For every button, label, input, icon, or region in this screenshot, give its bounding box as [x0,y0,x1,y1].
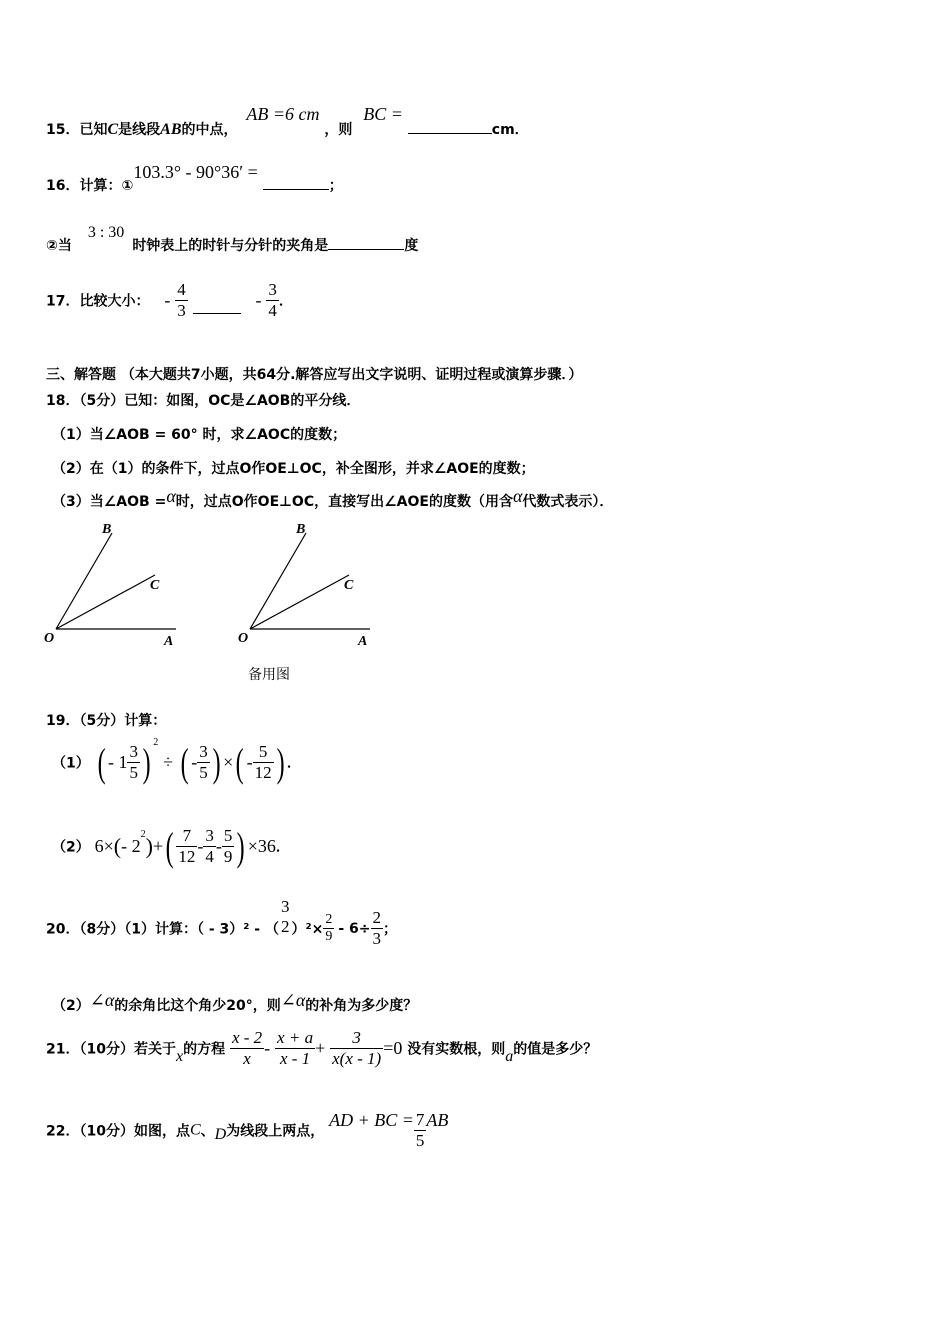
q22-expr-lhs: AD + BC = [329,1110,414,1130]
num: 3 [205,826,214,845]
q22-head: 22．（10分）如图，点 [46,1123,190,1140]
q15-unit: cm． [491,122,529,138]
den: x [243,1049,251,1068]
den: 2 [280,916,290,936]
q21-var-a: a [505,1047,514,1065]
q19-part1 [52,736,301,785]
ray-ob [56,533,112,629]
den: 3 [372,929,381,948]
paren-close: ) [237,823,246,869]
q21-tail2: 的值是多少？ [513,1041,598,1058]
q20-line [46,896,397,949]
q19-part1-label: （1） [52,755,90,772]
den: 4 [205,847,214,866]
num: 3 [199,742,208,761]
q18-part3-b: 时，过点O作OE⊥OC，直接写出∠AOE的度数（用含 [175,494,513,510]
q17-line [46,280,293,321]
num: x - 2 [231,1028,263,1047]
q20-mid: ）²× [291,921,324,938]
q22-frac [414,1110,427,1151]
paren-open: ( [235,739,244,785]
num: 3 [330,1028,383,1049]
q19-mixed-frac [127,742,140,783]
num: 2 [325,912,333,927]
q19-head: 19．（5分）计算： [46,713,167,729]
q20-angle-alpha-2: ∠α [280,990,306,1010]
q22-sep: 、 [200,1123,215,1140]
q15-var-c: C [107,121,119,138]
q19-mixed-whole: - 1 [107,752,128,772]
minus: - [264,1038,271,1058]
paren-open: ( [165,823,174,869]
label-b: B [296,522,306,537]
minus: - [197,836,204,856]
q20-end: ； [383,921,397,938]
q18-part3-c: 代数式表示）． [522,494,614,510]
q19-frac2 [197,742,210,783]
q20-p2-text2: 的补角为多少度？ [305,998,418,1014]
q21-head: 21．（10分）若关于 [46,1041,176,1058]
q21-var-x: x [175,1047,184,1065]
num: 5 [223,826,233,845]
q18-part2: （2）在（1）的条件下，过点O作OE⊥OC，补全图形，并求∠AOE的度数； [52,461,535,477]
q21-line [46,1028,597,1069]
label-a: A [358,634,368,649]
num: 7 [176,826,197,847]
q15-var-ab: AB [160,121,182,138]
q17-neg-b: - [255,290,262,310]
q19-p2-lead: 6× [94,836,114,856]
ray-oc [250,575,349,629]
q18-part3 [52,486,614,511]
q20-angle-alpha: ∠α [89,990,115,1010]
q16-end: ； [328,178,343,194]
q16-part2-end: 度 [404,238,419,254]
spare-figure-caption: 备用图 [248,667,290,683]
q20-p2-label: （2） [52,998,90,1014]
q19-p2-frac1 [176,826,197,867]
paren-close: ) [145,833,153,859]
q17-frac-b [266,280,279,321]
label-o: O [44,631,55,646]
q19-exp: 2 [153,736,159,748]
plus: + [315,1038,326,1058]
q18-head: 18．（5分）已知：如图，OC是∠AOB的平分线． [46,393,361,409]
q21-frac2 [275,1028,315,1069]
q15-then: ，则 [324,122,353,138]
q20-part2 [52,990,418,1015]
den: x - 1 [279,1049,311,1068]
q19-p2-inner: - 2 [121,836,141,856]
q16-line [46,162,343,194]
q21-mid: 的方程 [183,1041,226,1058]
num: 3 [129,742,138,761]
num: 2 [372,908,381,927]
q16-part2-text: 时钟表上的时针与分针的夹角是 [132,238,329,254]
q17-end: ． [278,293,293,310]
q20-p2-text: 的余角比这个角少20°，则 [114,998,281,1014]
q18-figure-main [40,515,190,655]
q16-answer-blank[interactable] [263,175,329,190]
q19-p2-exp: 2 [140,828,146,840]
label-o: O [238,631,249,646]
q22-expr-rhs: AB [426,1110,449,1130]
den: x(x - 1) [332,1049,382,1068]
q19-part2-label: （2） [52,839,90,856]
num: 5 [253,742,274,763]
paren-open: ( [97,739,106,785]
q17-answer-blank[interactable] [193,299,241,314]
label-a: A [164,634,174,649]
q19-p2-tail: ×36 [247,836,276,856]
paren-close: ) [212,739,221,785]
q20-mid2: - 6÷ [338,920,371,937]
q16-part2-prefix: ②当 [46,238,72,254]
q17-neg-a: - [164,290,171,310]
q19-neg: - [191,752,198,772]
num: x + a [277,1028,314,1047]
q20-head: 20．（8分）（1）计算：（ - 3）² - （ [46,921,279,938]
q17-frac-a-den: 3 [177,301,186,320]
q15-text2: 的中点， [181,122,238,138]
q21-frac1 [230,1028,264,1069]
q19-p2-frac3 [222,826,235,867]
paren-close: ) [276,739,285,785]
q22-var-d: D [214,1125,227,1143]
q18-alpha-2: α [512,486,523,506]
label-c: C [150,578,160,593]
label-b: B [102,522,112,537]
den: 12 [254,763,272,782]
q15-answer-blank[interactable] [408,119,492,134]
q19-p2-plus: + [152,836,164,856]
paren-close: ) [142,739,151,785]
paren-open: ( [180,739,189,785]
q22-var-c: C [189,1121,201,1139]
q15-prefix: 15．已知 [46,122,108,138]
q19-p2-end: ． [275,839,290,856]
q20-frac1 [279,897,292,937]
q19-end: ． [286,755,301,772]
den: 5 [415,1131,425,1150]
q16-part2-blank[interactable] [328,235,404,250]
minus: - [215,836,222,856]
q16-time: 3 : 30 [87,224,125,241]
den: 12 [178,847,196,866]
q16-expression: 103.3° - 90°36′ = [133,162,258,182]
q17-frac-b-den: 4 [268,301,277,320]
q15-text: 是线段 [118,122,161,138]
q21-frac3 [330,1028,383,1069]
q19-times: × [223,752,234,772]
ray-ob [250,533,306,629]
den: 5 [129,763,138,782]
q18-alpha: α [166,486,176,506]
q18-figure-spare [234,515,384,655]
q20-frac2 [323,912,334,945]
num: 7 [415,1110,425,1129]
q18-part3-a: （3）当∠AOB = [52,494,167,510]
q21-eq: =0 [383,1038,403,1058]
den: 9 [223,847,233,866]
q19-div: ÷ [163,752,174,772]
q20-frac3 [371,908,384,949]
section3-title: 三、解答题 （本大题共7小题，共64分.解答应写出文字说明、证明过程或演算步骤．） [46,367,583,383]
q16-part2-line [46,222,419,254]
q22-line [46,1110,448,1151]
q17-prefix: 17．比较大小： [46,293,150,310]
ray-oc [56,575,155,629]
paren-open: ( [113,833,122,859]
q17-frac-b-num: 3 [268,280,277,299]
q19-part2 [52,823,290,869]
q15-ask: BC = [363,104,403,124]
q16-prefix: 16．计算：① [46,178,134,194]
den: 5 [199,763,208,782]
q17-frac-a-num: 4 [177,280,186,299]
q15-line [46,104,529,138]
den: 9 [325,929,333,944]
q18-part1: （1）当∠AOB = 60° 时，求∠AOC的度数； [52,427,347,443]
q19-p2-frac2 [203,826,216,867]
q15-condition: AB =6 cm [246,104,320,124]
q19-neg2: - [246,752,253,772]
q17-frac-a [175,280,188,321]
label-c: C [344,578,354,593]
q22-mid: 为线段上两点， [226,1123,325,1140]
q19-frac3 [253,742,274,783]
num: 3 [280,896,290,916]
q21-tail: 没有实数根，则 [407,1041,506,1058]
